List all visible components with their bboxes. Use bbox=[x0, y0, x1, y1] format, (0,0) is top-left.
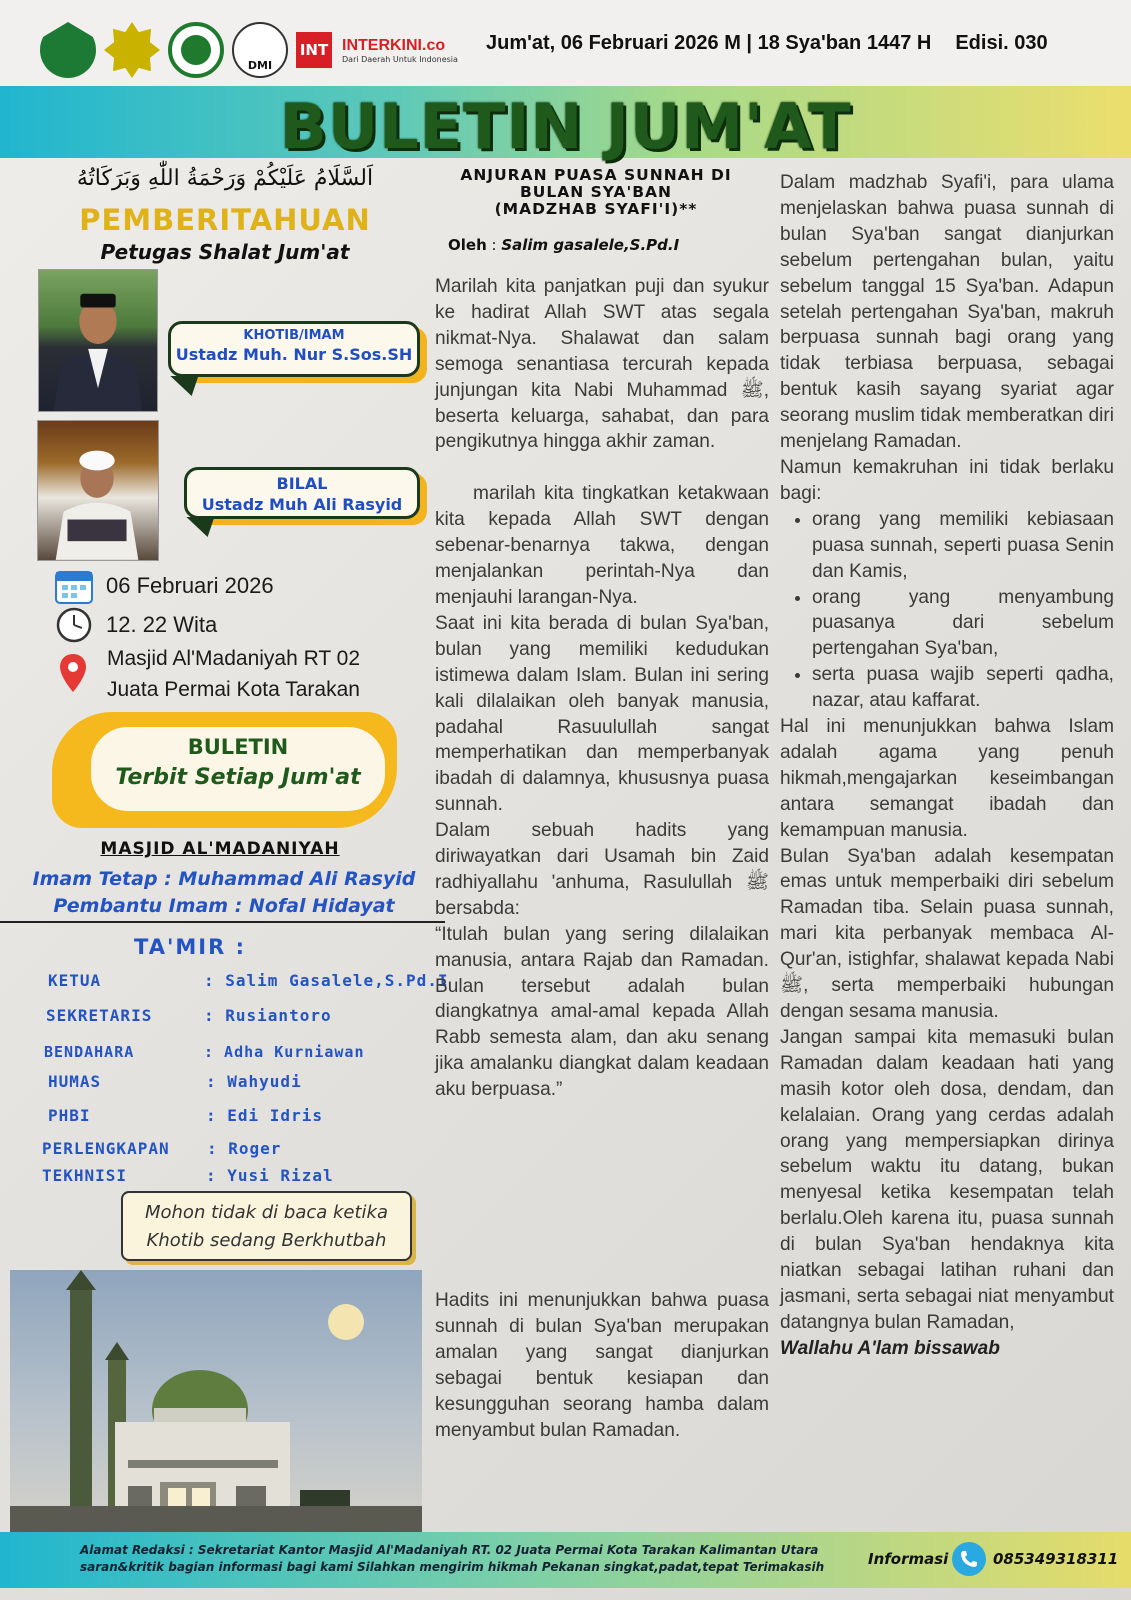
masjid-name: MASJID AL'MADANIYAH bbox=[100, 839, 340, 859]
list-item: • orang yang menyambung puasanya dari sebelum pertengahan Sya'ban, bbox=[812, 585, 1114, 663]
divider bbox=[0, 921, 445, 923]
article-title-line1: ANJURAN PUASA SUNNAH DI bbox=[460, 166, 732, 184]
article-paragraph: Saat ini kita berada di bulan Sya'ban, bulan yang memiliki kedudukan istimewa dalam Islam. Bulan ini sering kali dilalaikan oleh banyak manusia, padahal Rasuulullah sangat memperhatikan dan memperbanyak ibadah di dalamnya, khususnya puasa sunnah. bbox=[435, 612, 769, 816]
exception-list bbox=[780, 507, 1114, 714]
event-date: 06 Februari 2026 bbox=[106, 573, 274, 598]
issue-date: Jum'at, 06 Februari 2026 M | 18 Sya'ban 1447 H bbox=[486, 32, 932, 54]
interkini-name: INTERKINI.co bbox=[342, 36, 446, 54]
article-paragraph: Namun kemakruhan ini tidak berlaku bagi: bbox=[780, 456, 1114, 504]
article-column-right bbox=[780, 170, 1114, 1362]
pembantu-imam: Pembantu Imam : Nofal Hidayat bbox=[53, 895, 395, 917]
article-paragraph: Marilah kita panjatkan puji dan syukur ke hadirat Allah SWT atas segala nikmat-Nya. Shalawat dan salam semoga senantiasa tercurah kepada junjungan kita Nabi Muhammad ﷺ, beserta keluarga, sahabat, dan para pengikutnya hingga akhir zaman. bbox=[435, 276, 769, 453]
article-paragraph: marilah kita tingkatkan ketakwaan kita kepada Allah SWT dengan sebenar-benarnya takwa, dengan menjalankan perintah-Nya dan menjauhi larangan-Nya. bbox=[435, 483, 769, 608]
info-label: Informasi bbox=[868, 1550, 949, 1568]
address-line: Alamat Redaksi : Sekretariat Kantor Masjid Al'Madaniyah RT. 02 Juata Permai Kota Tarakan Kalimantan Utara bbox=[80, 1543, 819, 1557]
event-time-row bbox=[54, 606, 217, 644]
article-title-line3: (MADZHAB SYAFI'I)** bbox=[494, 200, 698, 218]
event-time: 12. 22 Wita bbox=[106, 612, 218, 637]
logo-strip bbox=[40, 20, 458, 80]
issue-dateline bbox=[486, 32, 1048, 55]
article-title bbox=[436, 167, 756, 218]
bilal-photo bbox=[37, 420, 159, 561]
star-emblem-logo bbox=[104, 22, 160, 78]
location-pin-icon bbox=[58, 652, 88, 694]
buletin-label: BULETIN bbox=[187, 735, 289, 759]
tamir-role: HUMAS bbox=[48, 1072, 102, 1091]
tamir-name: : Yusi Rizal bbox=[206, 1166, 334, 1185]
tamir-name: : Salim Gasalele,S.Pd.I bbox=[204, 971, 449, 990]
buletin-badge-inner bbox=[88, 724, 388, 814]
tamir-role: PERLENGKAPAN bbox=[42, 1139, 170, 1158]
article-paragraph: Jangan sampai kita memasuki bulan Ramadan dalam keadaan hati yang masih kotor oleh dosa, dendam, dan kelalaian. Orang yang cerdas adalah orang yang mempersiapkan dirinya sebelum waktu itu datang, bukan menyesal ketika kesempatan telah berlalu.Oleh karena itu, puasa sunnah di bulan Sya'ban hendaknya kita niatkan sebagai latihan ruhani dan jasmani, serta sebagai niat menyambut datangnya bulan Ramadan, bbox=[780, 1026, 1114, 1333]
tamir-role: BENDAHARA bbox=[44, 1043, 135, 1061]
tamir-name: : Wahyudi bbox=[206, 1072, 302, 1091]
article-paragraph: Dalam madzhab Syafi'i, para ulama menjelaskan bahwa puasa sunnah di bulan Sya'ban sangat dianjurkan sebelum pertengahan bulan, yaitu sebelum tanggal 15 Sya'ban. Adapun setelah pertengahan Sya'ban, makruh berpuasa sunnah bagi orang yang tidak terbiasa berpuasa, sebagai bentuk kasih sayang syariat agar seorang muslim tidak memberatkan diri menjelang Ramadan. bbox=[780, 172, 1114, 453]
bilal-name: Ustadz Muh Ali Rasyid bbox=[201, 495, 403, 514]
interkini-tagline: Dari Daerah Untuk Indonesia bbox=[342, 54, 458, 64]
page-title: BULETIN JUM'AT bbox=[279, 90, 852, 163]
feedback-line: saran&kritik bagian informasi bagi kami Silahkan mengirim hikmah Pekanan singkat,padat,tepat Terimakasih bbox=[80, 1560, 825, 1574]
calendar-icon bbox=[54, 567, 94, 605]
khotib-bubble-tail bbox=[170, 376, 205, 396]
tamir-heading: TA'MIR : bbox=[134, 935, 246, 959]
article-author: Oleh : Salim gasalele,S.Pd.I bbox=[448, 236, 680, 254]
mui-logo bbox=[168, 22, 224, 78]
khotib-role: KHOTIB/IMAM bbox=[243, 328, 345, 343]
clock-icon bbox=[54, 606, 94, 644]
notice-line2: Khotib sedang Berkhutbah bbox=[146, 1230, 387, 1251]
list-item: • orang yang memiliki kebiasaan puasa sunnah, seperti puasa Senin dan Kamis, bbox=[812, 507, 1114, 585]
footer-address bbox=[80, 1542, 824, 1576]
bilal-bubble bbox=[184, 467, 420, 519]
article-closing: Wallahu A'lam bissawab bbox=[780, 1337, 1000, 1359]
khotib-photo bbox=[38, 269, 158, 412]
mosque-photo bbox=[10, 1270, 422, 1538]
tamir-name: : Rusiantoro bbox=[204, 1006, 332, 1025]
dmi-logo: DMI bbox=[232, 22, 288, 78]
article-paragraph: Bulan Sya'ban adalah kesempatan emas untuk memperbaiki diri sebelum Ramadan tiba. Selain puasa sunnah, mari kita perbanyak membaca Al-Qur'an, istighfar, shalawat kepada Nabi ﷺ, serta memperbaiki hubungan dengan sesama manusia. bbox=[780, 845, 1114, 1022]
imam-info bbox=[20, 866, 428, 920]
event-date-row bbox=[54, 567, 274, 605]
tamir-name: : Edi Idris bbox=[206, 1106, 323, 1125]
int-badge-logo: INT bbox=[296, 32, 332, 68]
list-item: • serta puasa wajib seperti qadha, nazar, atau kaffarat. bbox=[812, 662, 1114, 714]
khutbah-notice bbox=[121, 1191, 412, 1261]
title-banner bbox=[0, 86, 1131, 163]
location-line2: Juata Permai Kota Tarakan bbox=[107, 678, 360, 701]
phone-number[interactable]: 085349318311 bbox=[993, 1550, 1119, 1568]
article-quote: “Itulah bulan yang sering dilalaikan manusia, antara Rajab dan Ramadan. Bulan tersebut adalah bulan diangkatnya amal-amal kepada Allah Rabb semesta alam, dan aku senang jika amalanku diangkat dalam keadaan aku berpuasa.” bbox=[435, 923, 769, 1101]
khotib-bubble bbox=[168, 321, 420, 377]
buletin-badge bbox=[52, 712, 397, 828]
tamir-name: : Roger bbox=[207, 1139, 282, 1158]
phone-icon bbox=[952, 1542, 986, 1576]
article-column-middle bbox=[435, 274, 769, 1103]
notice-line1: Mohon tidak di baca ketika bbox=[144, 1202, 389, 1223]
article-paragraph: Dalam sebuah hadits yang diriwayatkan dari Usamah bin Zaid radhiyallahu 'anhuma, Rasulullah ﷺ bersabda: bbox=[435, 820, 769, 919]
event-location bbox=[107, 643, 360, 705]
buletin-schedule: Terbit Setiap Jum'at bbox=[115, 765, 361, 790]
bilal-bubble-tail bbox=[186, 517, 221, 537]
tamir-role: TEKHNISI bbox=[42, 1166, 128, 1185]
almadaniyah-logo bbox=[40, 22, 96, 78]
issue-edition: Edisi. 030 bbox=[955, 32, 1048, 54]
header-bar bbox=[0, 0, 1131, 86]
article-paragraph: Hal ini menunjukkan bahwa Islam adalah agama yang penuh hikmah,mengajarkan keseimbangan antara semangat ibadah dan kemampuan manusia. bbox=[780, 716, 1114, 841]
article-column-middle-bottom bbox=[435, 1288, 769, 1443]
tamir-role: SEKRETARIS bbox=[46, 1006, 153, 1025]
announcement-subheading: Petugas Shalat Jum'at bbox=[100, 240, 350, 264]
salam-arabic: اَلسَّلَامُ عَلَيْكُمْ وَرَحْمَةُ اللّٰهِ وَبَرَكَاتُهُ bbox=[76, 166, 374, 191]
author-label: Oleh bbox=[448, 236, 487, 254]
location-line1: Masjid Al'Madaniyah RT 02 bbox=[107, 647, 361, 670]
interkini-brand bbox=[342, 37, 458, 64]
author-name: Salim gasalele,S.Pd.I bbox=[501, 236, 680, 254]
bilal-role: BILAL bbox=[276, 474, 328, 493]
article-title-line2: BULAN SYA'BAN bbox=[519, 183, 673, 201]
khotib-name: Ustadz Muh. Nur S.Sos.SH bbox=[175, 345, 413, 364]
announcement-heading: PEMBERITAHUAN bbox=[79, 203, 371, 237]
article-paragraph: Hadits ini menunjukkan bahwa puasa sunnah di bulan Sya'ban merupakan amalan yang sangat dianjurkan sebagai bentuk kesiapan dan kesungguhan seorang hamba dalam menyambut bulan Ramadan. bbox=[435, 1290, 769, 1441]
tamir-role: PHBI bbox=[48, 1106, 91, 1125]
tamir-name: : Adha Kurniawan bbox=[204, 1043, 365, 1061]
tamir-role: KETUA bbox=[48, 971, 102, 990]
imam-tetap: Imam Tetap : Muhammad Ali Rasyid bbox=[32, 868, 416, 890]
footer-bar bbox=[0, 1532, 1131, 1588]
